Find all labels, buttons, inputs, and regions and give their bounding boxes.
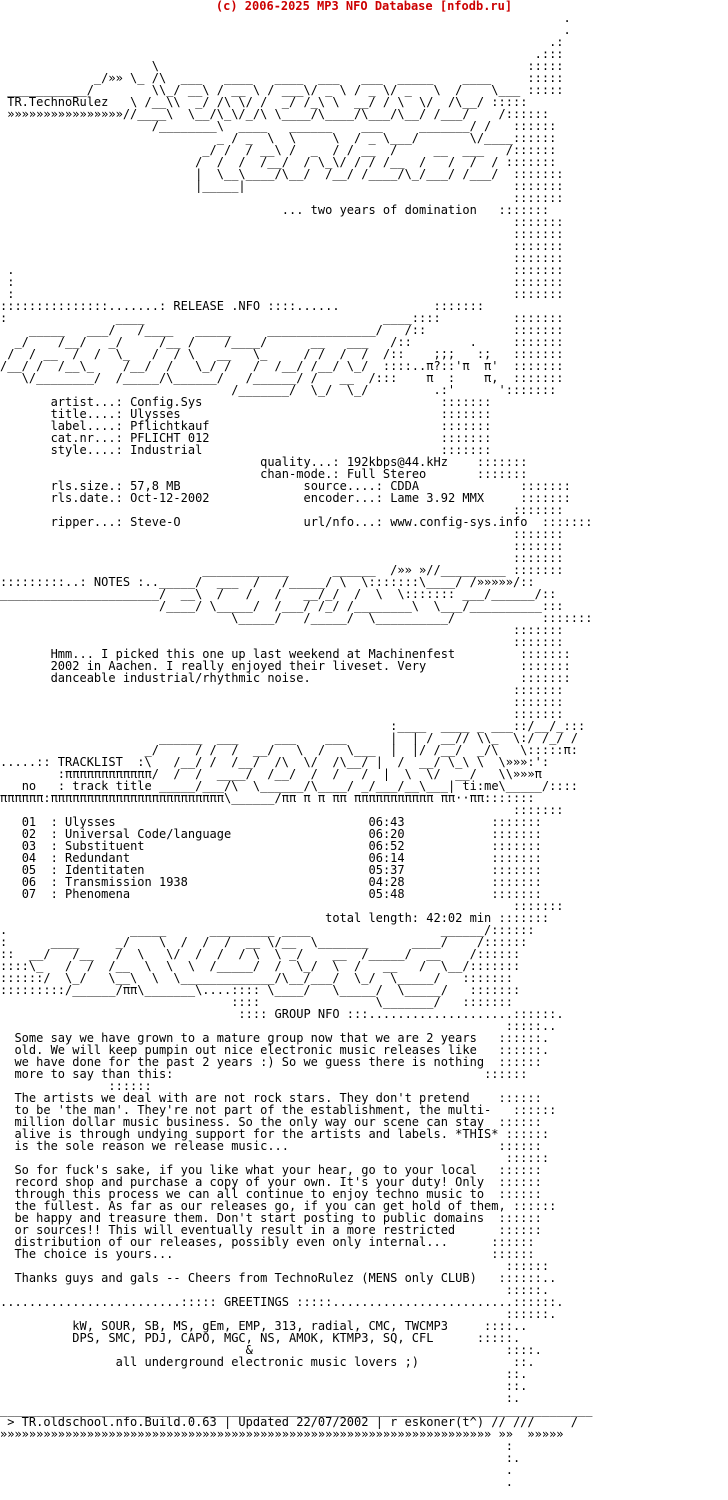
ascii-spacer: ::::::: ::::::: ::::::: ::::::: . ::::::: : ::::::: : ::::::: xyxy=(7,215,564,301)
track-no: 02 xyxy=(21,827,37,841)
group-nfo-line: old. We will keep pumpin out nice electronic music releases like xyxy=(14,1043,477,1057)
group-nfo-art: . _____ _________ ____ ______/:::::: : ____ _/ \ / / / __ \/__ \_______ ____/ /:::::: :: __/ /__ / \ \/ / / / \ \ _/ __ /_____/ __ /:::::: ::::\_ / / /__ \ \ \ /_____/ / \_/ \ / __ / \__/::::::: ::::::/ \_/ \__\ \ \_____________/\__/___/ \_/ \_____/ ::::::: :::::::::/______/ππ\_______\....:::: \____/ \_____/ \_____/ ::::::: :::: \_______/ ::::::: xyxy=(0,923,535,1009)
track-title: Transmission 1938 xyxy=(65,875,188,889)
track-time: 06:20 xyxy=(368,827,405,841)
greetings-body: kW, SOUR, SB, MS, gEm, EMP, 313, radial, CMC, TWCMP3 ::::.. DPS, SMC, PDJ, CAPO, MGC, NS, AMOK, KTMP3, SQ, CFL :::::. & ::::. all underground electronic music lovers ;) ::. ::. ::. :. xyxy=(72,1319,542,1405)
group-nfo-line: alive is through undying support for the artists and labels. *THIS* xyxy=(14,1127,499,1141)
release-title: Ulysses xyxy=(130,407,181,421)
track-title: Ulysses xyxy=(65,815,116,829)
release-catnr: PFLICHT 012 xyxy=(130,431,210,445)
release-encoder: Lame 3.92 MMX xyxy=(390,491,485,505)
notes-line: Hmm... I picked this one up last weekend at Machinenfest xyxy=(50,647,456,661)
total-length: total length: 42:02 min xyxy=(325,911,492,925)
copyright-notice: (c) 2006-2025 MP3 NFO Database [nfodb.ru] xyxy=(215,0,513,13)
notes-body: Hmm... I picked this one up last weekend at Machinenfest ::::::: 2002 in Aachen. I really enjoyed their liveset. Very ::::::: danceable industrial/rhythmic noise. ::::::: ::::::: ::::::: ::::::: :____ ____ _ ___::/__/_::: ______ ___ ___ ___ | | / __// \\_ \:/ /_/ / _/ / / / __/ \ / \___ | |/ /__/ _/\ \:::::π: xyxy=(50,647,586,757)
tracklist-art: :ππππππππππππ/ / / ____/ /__/ / / / | \ \/ __/ \\»»»π xyxy=(57,767,542,781)
tagline-line: ... two years of domination ::::::: xyxy=(281,203,550,217)
track-no: 01 xyxy=(21,815,37,829)
tracklist-header: TRACKLIST xyxy=(57,755,123,769)
column-no: no xyxy=(21,779,37,793)
footer-art: »»»»»»»»»»»»»»»»»»»»»»»»»»»»»»»»»»»»»»»»»»»»»»»»»»»»»»»»»»»»»»»»»»»» »» »»»»» : :. . . xyxy=(0,1427,564,1489)
tracklist-columns-line: no : track title _____/___/\ \______/\____/ _/___/__\___| ti:me\_____/:::: xyxy=(21,779,579,793)
group-nfo-line: more to say than this: xyxy=(14,1067,174,1081)
track-title: Universal Code/language xyxy=(65,827,232,841)
track-time: 06:14 xyxy=(368,851,405,865)
greetings-header-line: .........................::::: GREETINGS :::::.........................::::::. ::::::. xyxy=(0,1295,564,1321)
release-source: CDDA xyxy=(390,479,420,493)
group-nfo-line: is the sole reason we release music... xyxy=(14,1139,289,1153)
track-time: 05:48 xyxy=(368,887,405,901)
greetings-line: & xyxy=(245,1343,253,1357)
track-no: 04 xyxy=(21,851,37,865)
release-art: : ____ ____:::: ::::::: _____ ___/ /____ _____ _______________/ /:: ::::::: _/ /__/ _/ /__ / /____/ __ ___ /:: . ::::::: / / __ / / \_ / / \ __ \_ / / / / /:: ;;; :; ::::::: /__/ / /__\_ /__/ / \_/ / / /__/ /__/ \_/ ::::..π?::'π π' ::::::: \/________/ /_____/\______/ /______/ / __ /::: π : π, ::::::: /_______/ \_/ \_/ .:' '::::::: xyxy=(0,311,564,397)
tracklist-header-line: .....:: TRACKLIST :\ /__/ / /__/ /\ \/ /\__/ | / __/ \_\ \ \»»»:': xyxy=(0,755,550,769)
greetings-line: all underground electronic music lovers ;) xyxy=(115,1355,420,1369)
release-quality: 192kbps@44.kHz xyxy=(346,455,448,469)
group-nfo-line: Some say we have grown to a mature group now that we are 2 years xyxy=(14,1031,477,1045)
notes-header: NOTES xyxy=(93,575,131,589)
footer-text: > TR.oldschool.nfo.Build.0.63 | Updated 22/07/2002 | r eskoner(t^) // /// xyxy=(7,1415,535,1429)
track-no: 07 xyxy=(21,887,37,901)
track-no: 05 xyxy=(21,863,37,877)
release-info: artist...: Config.Sys ::::::: title....: Ulysses ::::::: label....: Pflichtkauf ::::::: cat.nr...: PFLICHT 012 ::::::: style....: Industrial ::::::: quality...: 192kbps@44.kHz ::::::: chan-mode.: Full Stereo ::::::: rls.size.: 57,8 MB source....: CDDA ::::::: rls.date.: Oct-12-2002 encoder...: Lame 3.92 MMX ::::::: ::::::: ripper...: Steve-O url/nfo...: www.config-sys.info ::::::: ::::::: ::::::: ::::::: ____________ ______ /»» »//_________ ::::::: xyxy=(50,395,593,577)
track-title: Identitaten xyxy=(65,863,145,877)
track-time: 05:37 xyxy=(368,863,405,877)
track-title: Substituent xyxy=(65,839,145,853)
track-time: 06:52 xyxy=(368,839,405,853)
group-nfo-line: record shop and purchase a copy of your own. It's your duty! Only xyxy=(14,1175,485,1189)
release-size: 57,8 MB xyxy=(130,479,181,493)
total-length-line: total length: 42:02 min ::::::: xyxy=(325,911,550,925)
group-name: TR.TechnoRulez xyxy=(7,95,109,109)
release-url-link[interactable]: www.config-sys.info xyxy=(390,515,528,529)
greetings-line: kW, SOUR, SB, MS, gEm, EMP, 313, radial, CMC, TWCMP3 xyxy=(72,1319,448,1333)
ascii-header-art: . . .: .::: \ ::::: _/»» \_ /\ ___ ____ ____ ___ ___ _____ ____ ::::: ___________/ \\_/ __\ / __ \ / ___\/ _ \ / _ \/ _ \ / \___ ::::: xyxy=(7,11,571,97)
greetings-header: GREETINGS xyxy=(223,1295,289,1309)
notes-line: danceable industrial/rhythmic noise. xyxy=(50,671,311,685)
group-nfo-line: we have done for the past 2 years :) So we guess there is nothing xyxy=(14,1055,485,1069)
notes-line: 2002 in Aachen. I really enjoyed their liveset. Very xyxy=(50,659,427,673)
release-style: Industrial xyxy=(130,443,203,457)
group-nfo-line: million dollar music business. So the only way our scene can stay xyxy=(14,1115,485,1129)
release-label: Pflichtkauf xyxy=(130,419,210,433)
release-artist: Config.Sys xyxy=(130,395,203,409)
track-time: 04:28 xyxy=(368,875,405,889)
track-no: 03 xyxy=(21,839,37,853)
release-header-line: :::::::::::::::.......: RELEASE .NFO ::::...... ::::::: xyxy=(0,299,485,313)
notes-art: ______________________/ __\ / / / __/_/ / \ \::::::: ___/______/:: /____/ \_____/ /___/ /_/ /________\ \___/__________::: \_____/ /_____/ \__________/ ::::::: ::::::: ::::::: xyxy=(0,587,593,649)
group-nfo-header-line: :::: GROUP NFO :::....................::::::. :::::.. xyxy=(0,1007,564,1033)
group-nfo-line: be happy and treasure them. Don't start posting to public domains xyxy=(14,1211,485,1225)
group-name-line: TR.TechnoRulez \ /__\\ _/ /\ \/ / _/ /_\ \ __/ / \ \/ /\__/ ::::: xyxy=(7,95,528,109)
tracklist-divider: ππππππ:ππππππππππππππππππππππππ\______/ππ π π ππ πππππππππππ ππ··ππ::::::: ::::::: xyxy=(0,791,564,817)
notes-header-line: :::::::::..: NOTES :.._____/ ___ / /_____/ \ \:::::::\____/ /»»»»»/:: xyxy=(0,575,535,589)
track-title: Redundant xyxy=(65,851,131,865)
group-nfo-line: The artists we deal with are not rock stars. They don't pretend xyxy=(14,1091,470,1105)
tracks-list: 01 : Ulysses 06:43 ::::::: 02 : Universal Code/language 06:20 ::::::: 03 : Substituent 06:52 ::::::: 04 : Redundant 06:14 ::::::: 05 : Identitaten 05:37 ::::::: 06 : Transmission 1938 04:28 ::::::: 07 : Phenomena 05:48 ::::::: ::::::: xyxy=(21,815,564,913)
release-chanmode: Full Stereo xyxy=(346,467,427,481)
column-title: track title xyxy=(72,779,152,793)
group-nfo-line: distribution of our releases, possibly even only internal... xyxy=(14,1235,448,1249)
group-nfo-line: through this process we can all continue to enjoy techno music to xyxy=(14,1187,485,1201)
column-time: ti:me xyxy=(462,779,499,793)
track-no: 06 xyxy=(21,875,37,889)
footer-rule: __________________________________________________________________________________ xyxy=(0,1403,593,1417)
footer-line: > TR.oldschool.nfo.Build.0.63 | Updated 22/07/2002 | r eskoner(t^) // /// / xyxy=(7,1415,578,1429)
group-nfo-line: the fullest. As far as our releases go, if you can get hold of them, xyxy=(14,1199,506,1213)
group-nfo-line: So for fuck's sake, if you like what your hear, go to your local xyxy=(14,1163,477,1177)
track-time: 06:43 xyxy=(368,815,405,829)
release-ripper: Steve-O xyxy=(130,515,181,529)
group-nfo-header: GROUP NFO xyxy=(274,1007,340,1021)
group-nfo-line: Thanks guys and gals -- Cheers from TechnoRulez (MENS only CLUB) xyxy=(14,1271,477,1285)
greetings-line: DPS, SMC, PDJ, CAPO, MGC, NS, AMOK, KTMP3, SQ, CFL xyxy=(72,1331,434,1345)
group-nfo-line: The choice is yours... xyxy=(14,1247,174,1261)
group-nfo-line: to be 'the man'. They're not part of the establishment, the multi- xyxy=(14,1103,492,1117)
release-header: RELEASE .NFO xyxy=(173,299,261,313)
release-date: Oct-12-2002 xyxy=(130,491,210,505)
tagline: ... two years of domination xyxy=(281,203,477,217)
track-title: Phenomena xyxy=(65,887,131,901)
group-nfo-body: Some say we have grown to a mature group now that we are 2 years ::::::. old. We will keep pumpin out nice electronic music releases like ::::::. we have done for the past 2 years :) So we guess there is nothing :::::: more to say than this: :::::: :::::: The artists we deal with are not rock stars. They don't pretend :::::: to be 'the man'. They're not part of the establishment, the multi- :::::: million dollar music business. So the only way our scene can stay :::::: alive is through undying support for the artists and labels. *THIS* :::::: is the sole reason we release music... :::::: :::::: So for fuck's sake, if you like what your hear, go to your local :::::: record shop and purchase a copy of your own. It's your duty! Only :::::: through this process we can all continue to enjoy techno music to :::::: the fullest. As far as our releases go, if you can get hold of them, :::::: be happy and treasure them. Don't start posting to public domains :::::: or sources!! This will eventually result in a more restricted :::::: distribution of our releases, possibly even only internal... :::::: The choice is yours... :::::: :::::: Thanks guys and gals -- Cheers from TechnoRulez (MENS only CLUB) ::::::.. :::::. xyxy=(14,1031,557,1297)
group-nfo-line: or sources!! This will eventually result in a more restricted xyxy=(14,1223,456,1237)
ascii-header-art-2: »»»»»»»»»»»»»»»»//____\ \__/\_\/_/\ \____/\____/\___/\__/ /___/ /:::::: /________\ ____ ______ ___ _______/ / :::::: _ / _ \ \ \ / _ \___/ \/____:::::: _/ / / __\ / _ / / __ / __ ___ /:::::: / / / /__/ / \_\/ / / /__ / / / / ::::::: | \__\____/\__/ /__/ /____/\_/___/ /___/ ::::::: |_____| ::::::: ::::::: xyxy=(7,107,564,205)
